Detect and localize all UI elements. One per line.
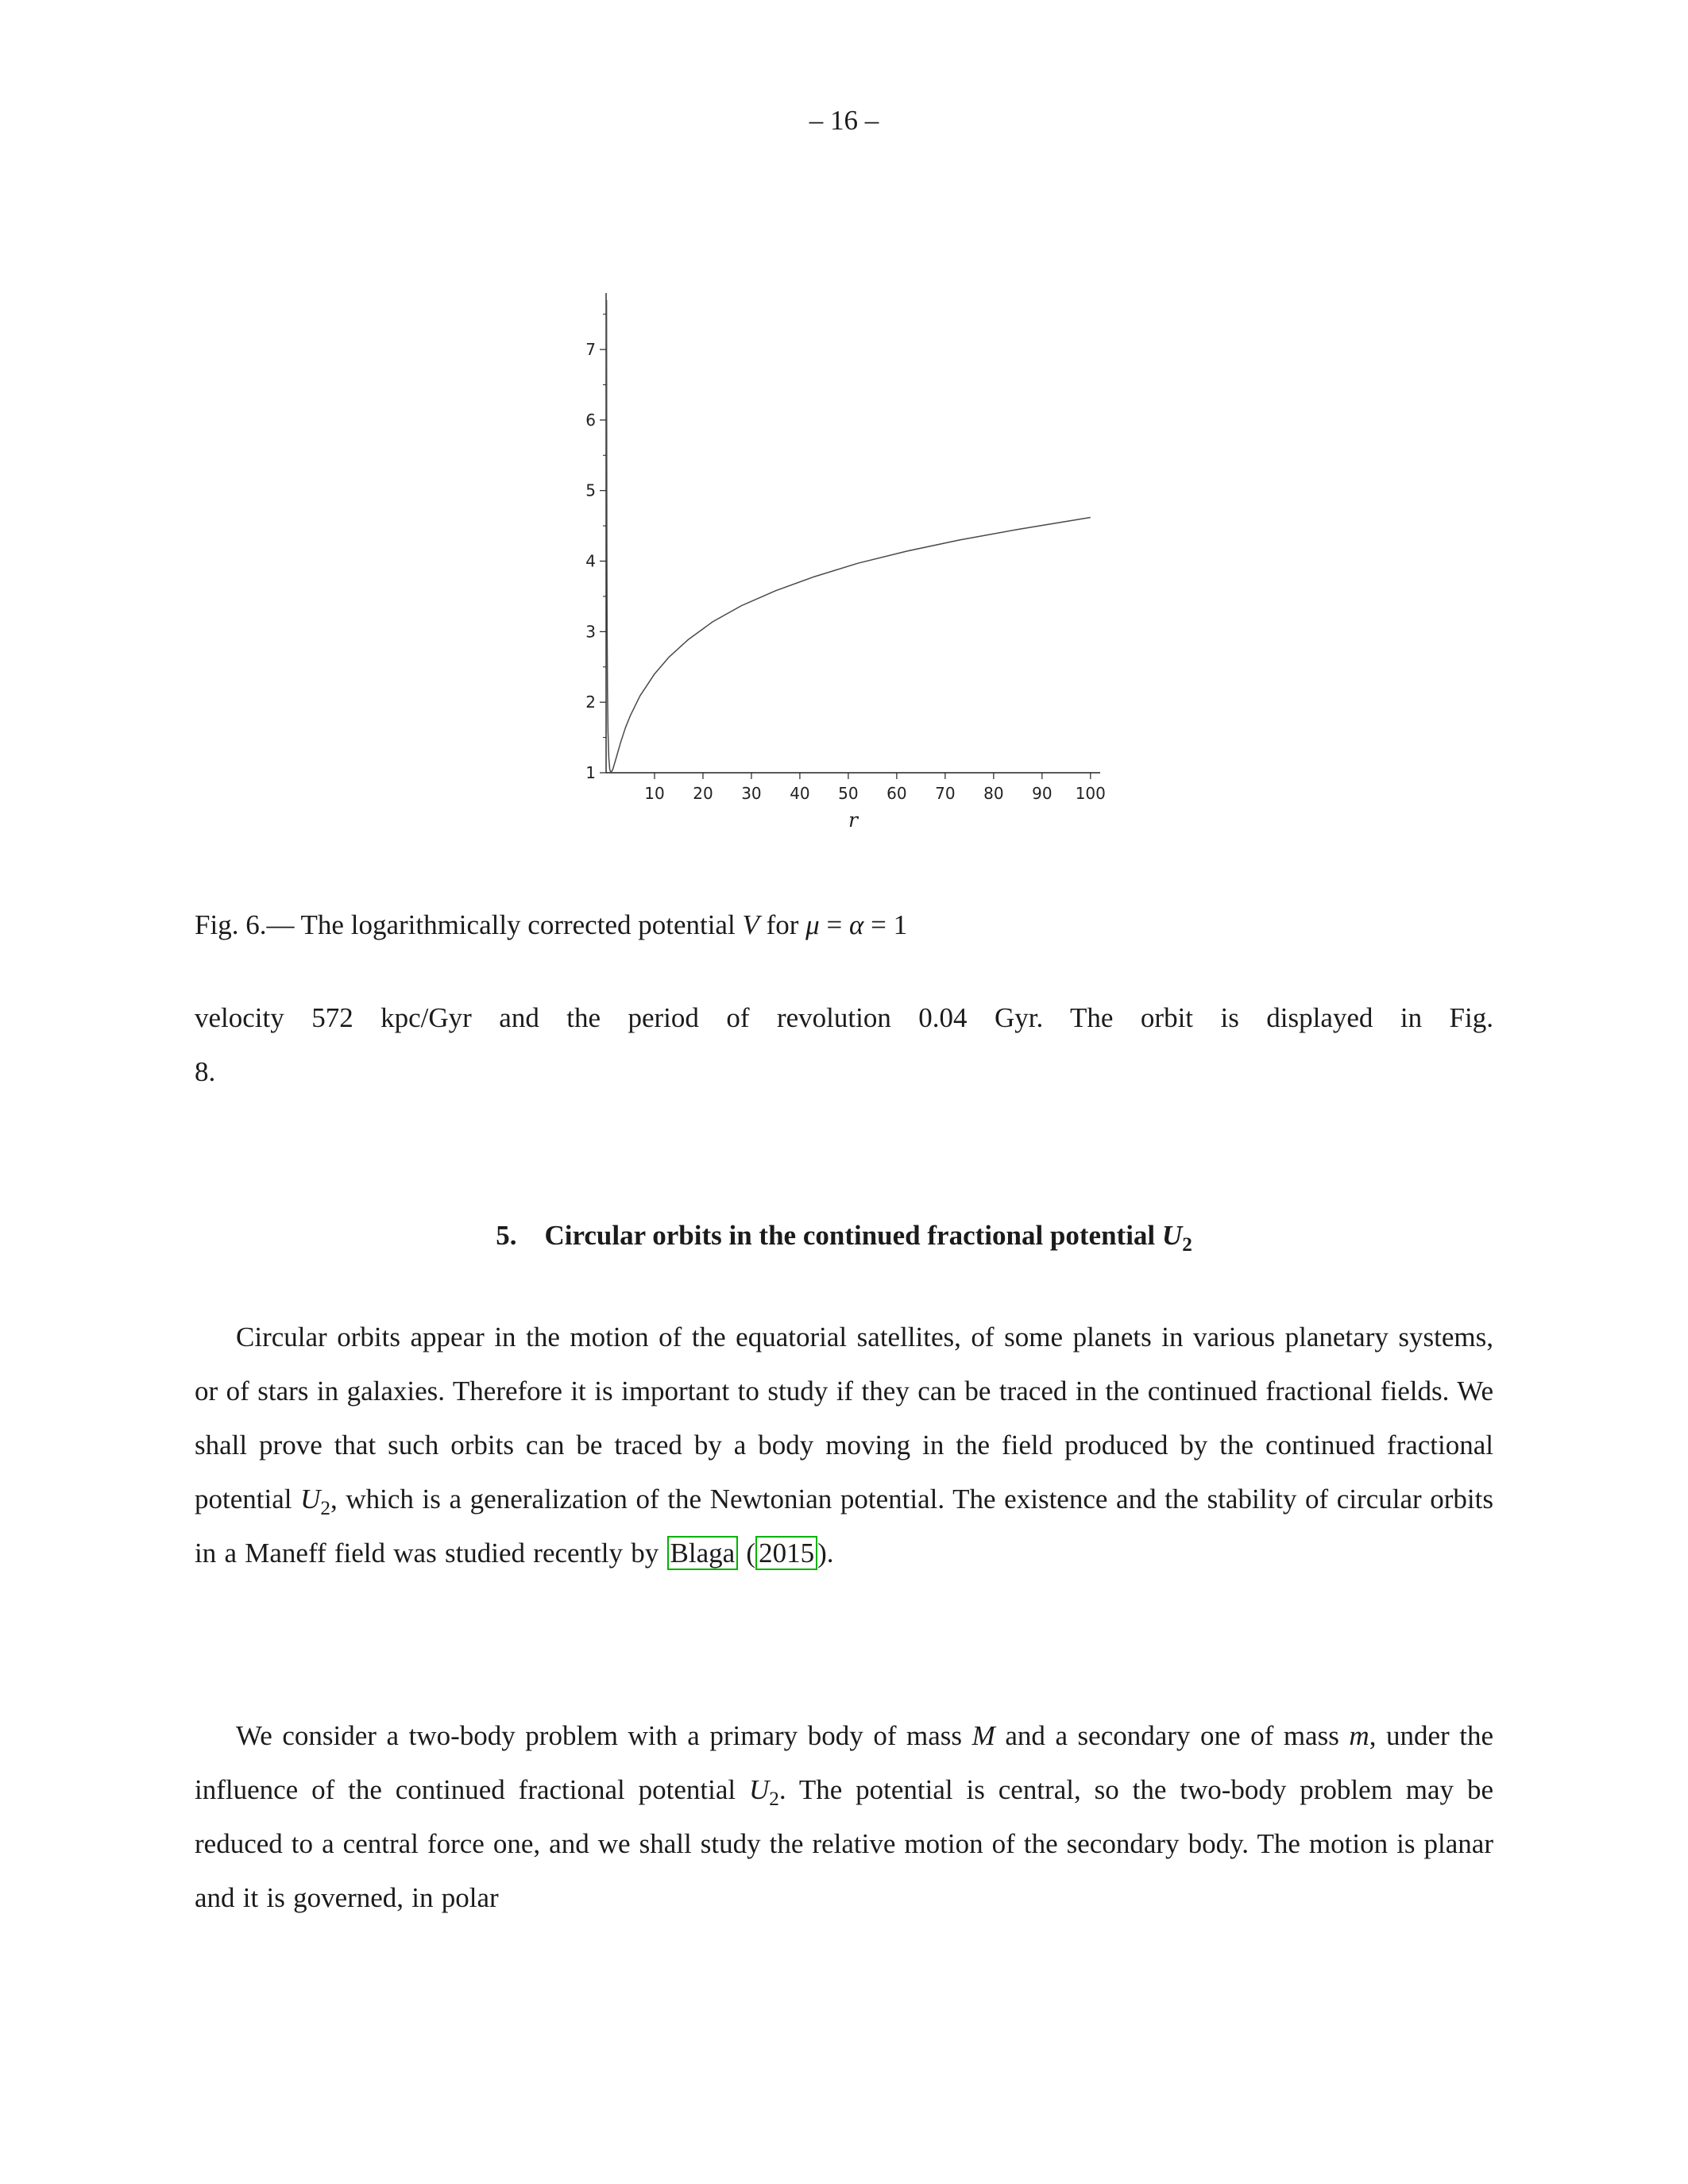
page-number: – 16 – — [809, 105, 879, 136]
text-run: Circular orbits in the continued fractional potential — [544, 1220, 1162, 1251]
svg-text:80: 80 — [983, 784, 1004, 803]
section-heading — [195, 1220, 1493, 1256]
text-run: for — [759, 909, 806, 940]
figure-6 — [560, 282, 1116, 846]
text-run: α — [848, 909, 864, 940]
svg-text:r: r — [848, 808, 858, 832]
text-run: , which is a generalization of the Newtonian potential. The existence and the stability of circular orbits in a Maneff field was studied recently by — [195, 1484, 1494, 1569]
svg-text:3: 3 — [585, 622, 596, 642]
text-run: ( — [738, 1538, 756, 1569]
text-run: Fig. 6.— The logarithmically corrected potential — [195, 909, 743, 940]
text-run: velocity 572 kpc/Gyr and the period of revolution 0.04 Gyr. The orbit is displayed in Fig. — [195, 1002, 1493, 1033]
text-run: 2 — [320, 1498, 330, 1519]
text-run: 2 — [1182, 1234, 1192, 1256]
text-run: U — [300, 1484, 321, 1515]
citation-link[interactable]: Blaga — [667, 1536, 739, 1570]
text-run: m — [1349, 1720, 1369, 1751]
paragraph-1 — [195, 1310, 1493, 1580]
potential-chart — [560, 282, 1116, 846]
svg-text:40: 40 — [790, 784, 810, 803]
svg-text:60: 60 — [886, 784, 907, 803]
svg-text:30: 30 — [741, 784, 762, 803]
svg-text:4: 4 — [585, 551, 596, 571]
text-run: We consider a two-body problem with a primary body of mass — [236, 1720, 972, 1751]
text-run: 8. — [195, 1056, 216, 1087]
text-run: M — [971, 1720, 995, 1751]
text-run: 5. — [496, 1220, 545, 1251]
svg-text:5: 5 — [585, 480, 596, 500]
text-run: Circular orbits appear in the motion of the equatorial satellites, of some planets in various planetary systems, or of stars in galaxies. Therefore it is important to study if they can be traced in the continued fractional fields. We shall prove that such orbits can be traced by a body moving in the field produced by the continued fractional potential — [195, 1322, 1493, 1515]
svg-text:10: 10 — [644, 784, 665, 803]
paragraph-2 — [195, 1709, 1493, 1925]
text-run: U — [749, 1774, 770, 1805]
figure-caption — [195, 905, 1493, 945]
svg-text:50: 50 — [838, 784, 859, 803]
paragraph-continuation — [195, 991, 1493, 1099]
svg-text:100: 100 — [1075, 784, 1106, 803]
text-run: U — [1161, 1220, 1183, 1251]
text-run: = — [819, 909, 849, 940]
citation-link[interactable]: 2015 — [755, 1536, 817, 1570]
text-run: μ — [805, 909, 820, 940]
svg-text:7: 7 — [585, 340, 596, 360]
svg-text:2: 2 — [585, 693, 596, 712]
text-run: = 1 — [863, 909, 908, 940]
svg-text:20: 20 — [693, 784, 713, 803]
text-run: , under the influence of the continued fractional potential — [195, 1720, 1494, 1805]
svg-text:6: 6 — [585, 410, 596, 430]
svg-text:1: 1 — [585, 763, 596, 782]
svg-text:70: 70 — [935, 784, 956, 803]
svg-text:90: 90 — [1032, 784, 1053, 803]
text-run: V — [742, 909, 759, 940]
text-run: ). — [817, 1538, 834, 1569]
text-run: . The potential is central, so the two-body problem may be reduced to a central force one, and we shall study the relative motion of the secondary body. The motion is planar and it is governed, in polar — [195, 1774, 1493, 1913]
text-run: and a secondary one of mass — [995, 1720, 1350, 1751]
text-run: 2 — [769, 1788, 779, 1810]
